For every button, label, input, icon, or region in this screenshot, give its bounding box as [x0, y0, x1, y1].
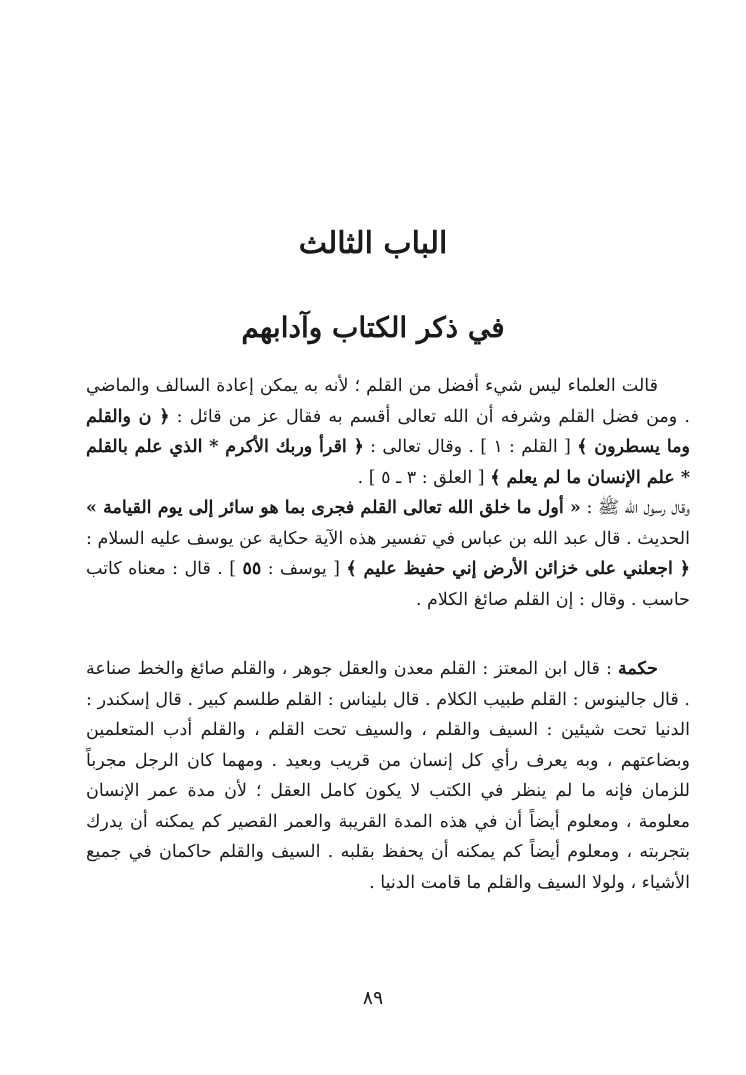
verse-reference: [ القلم : ١ ] . وقال تعالى :	[363, 437, 578, 457]
paragraph-pen-virtue	[86, 371, 690, 615]
text-hadith-intro: وقال رسول الله ﷺ :	[580, 498, 690, 518]
verse-reference: [ العلق : ٣ ـ ٥ ] .	[357, 467, 491, 488]
quran-verse-nun: ﴿ ن والقلم وما يسطرون ﴾	[86, 406, 690, 457]
wisdom-text	[86, 654, 690, 898]
wisdom-label: حكمة	[618, 659, 658, 679]
hadith-quote: « أول ما خلق الله تعالى القلم فجرى بما هو سائر إلى يوم القيامة »	[86, 498, 581, 518]
paragraph-hadith	[86, 493, 690, 615]
wisdom-body: : قال ابن المعتز : القلم معدن والعقل جوهر ، والقلم صائغ والخط صناعة . قال جالينوس : القلم طبيب الكلام . قال بليناس : القلم طلسم كبير . قال إسكندر : الدنيا تحت شيئين : السيف والقلم ، والسيف تحت القلم ، والقلم أدب المتعلمين وبضاعتهم ، وبه يعرف رأي كل إنسان من قريب وبعيد . ومهما كان الرجل مجرباً للزمان فإنه ما لم ينظر في الكتب لا يكون كامل العقل ؛ لأن مدة عمر الإنسان معلومة ، ومعلوم أيضاً أن في هذه المدة القريبة والعمر القصير كم يمكنه أن يدرك بتجربته ، ومعلوم أيضاً كم يمكنه أن يحفظ بقلبه . السيف والقلم حاكمان في جميع الأشياء ، ولولا السيف والقلم ما قامت الدنيا .	[86, 659, 690, 893]
chapter-subtitle: في ذكر الكتاب وآدابهم	[241, 311, 505, 344]
text-meaning: ] . قال : معناه كاتب حاسب . وقال : إن القلم صائغ الكلام .	[86, 559, 690, 610]
paragraph-quran-verses	[86, 371, 690, 493]
quran-verse-iqra: ﴿ اقرأ وربك الأكرم * الذي علم بالقلم * علم الإنسان ما لم يعلم ﴾	[86, 437, 690, 488]
verse-number: ٥٥	[242, 559, 262, 579]
paragraph-wisdom	[86, 654, 690, 898]
quran-verse-yusuf: ﴿ اجعلني على خزائن الأرض إني حفيظ عليم ﴾	[346, 559, 691, 579]
text-tafsir: الحديث . قال عبد الله بن عباس في تفسير هذه الآية حكاية عن يوسف عليه السلام :	[86, 528, 690, 549]
verse-reference: [ يوسف :	[261, 559, 347, 579]
chapter-title: الباب الثالث	[298, 226, 448, 261]
page-number: ٨٩	[362, 987, 384, 1009]
text-intro: قالت العلماء ليس شيء أفضل من القلم ؛ لأنه به يمكن إعادة السالف والماضي . ومن فضل القلم وشرفه أن الله تعالى أقسم به فقال عز من قائل :	[86, 376, 690, 427]
